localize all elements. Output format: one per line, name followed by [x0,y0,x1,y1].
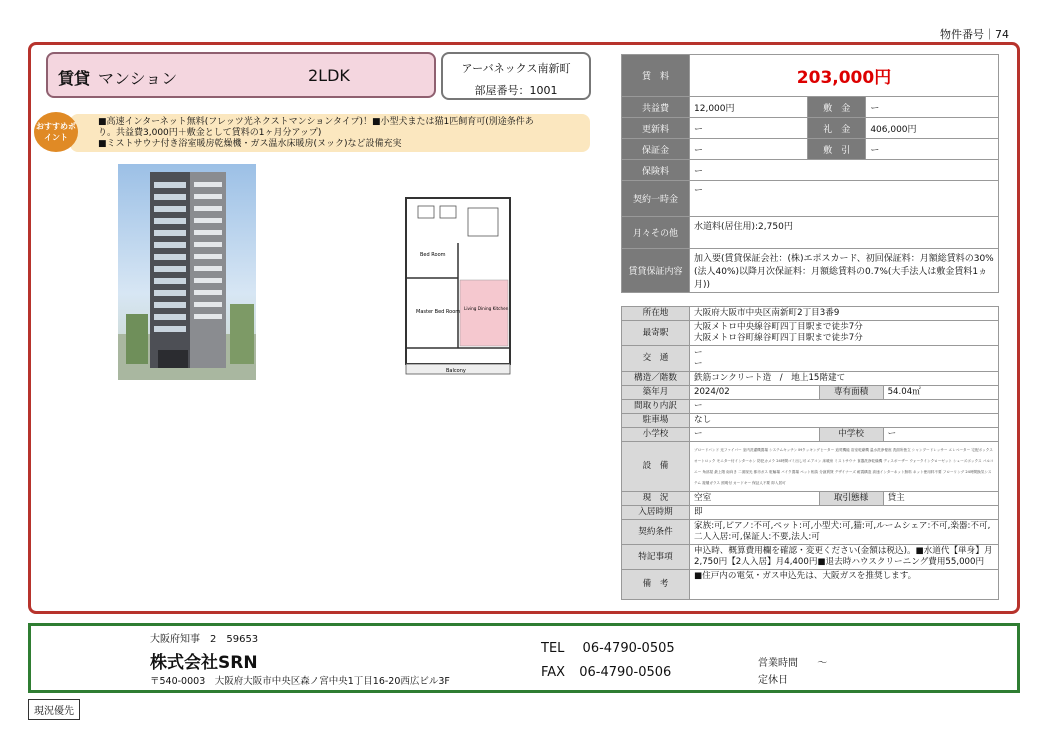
onetime-value: ー [690,181,999,217]
listing-type-box [46,52,436,98]
deduction-value: ー [866,139,999,160]
monthly-value: 水道料(居住用):2,750円 [690,217,999,249]
status-value: 空室 [690,492,820,506]
company-address: 〒540-0003 大阪府大阪市中央区森ノ宮中央1丁目16-20西広ビル3F [150,676,450,687]
fee-table [621,54,999,293]
tel-number: 06-4790-0505 [582,641,675,656]
status-header: 現 況 [622,492,690,506]
renewal-header: 更新料 [622,118,690,139]
insurance-header: 保険料 [622,160,690,181]
recommend-box [70,114,590,152]
status-priority-badge: 現況優先 [28,699,80,720]
guarantor-value: 加入要(賃貸保証会社：(株)エポスカード、初回保証料：月額総賃料の30%(法人40%)以降月次保証料：月額総賃料の0.7%(大手法人は敷金賃料1ヵ月)) [690,249,999,293]
deduction-header: 敷 引 [808,139,866,160]
layout-detail-value: ー [690,400,999,414]
conditions-header: 契約条件 [622,520,690,545]
elementary-header: 小学校 [622,428,690,442]
hours-label: 営業時間 [758,658,798,669]
area-value: 54.04㎡ [883,386,998,400]
elementary-value: ー [690,428,820,442]
transport-header: 交 通 [622,346,690,372]
deposit-value: ー [866,97,999,118]
listing-category: 賃貸 [58,69,91,88]
floor-plan [398,168,518,378]
area-header: 専有面積 [819,386,883,400]
ldk-label: Living Dining Kitchen [464,306,509,311]
junior-value: ー [883,428,998,442]
parking-header: 駐車場 [622,414,690,428]
key-money-header: 礼 金 [808,118,866,139]
movein-value: 即 [690,506,999,520]
insurance-value: ー [690,160,999,181]
tel-label: TEL [541,641,565,656]
hours-value: ～ [817,658,828,669]
building-name: アーバネックス南新町 [461,62,571,75]
common-fee-header: 共益費 [622,97,690,118]
parking-value: なし [690,414,999,428]
holiday-label: 定休日 [758,675,788,686]
listing-kind: マンション [98,69,178,88]
license-number: 大阪府知事 2 59653 [150,634,259,645]
station-value: 大阪メトロ中央線谷町四丁目駅まで徒歩7分 [694,322,863,332]
business-hours [758,654,827,669]
movein-header: 入居時期 [622,506,690,520]
renewal-value: ー [690,118,808,139]
rent-header: 賃 料 [622,55,690,97]
layout-detail-header: 間取り内訳 [622,400,690,414]
notes-value: 申込時、概算費用欄を確認・変更ください(金額は税込)。■水道代【単身】月2,750円【2人入居】月4,400円■退去時ハウスクリーニング費用55,000円 [690,545,999,570]
built-value: 2024/02 [690,386,820,400]
key-money-value: 406,000円 [866,118,999,139]
location-value: 大阪府大阪市中央区南新町2丁目3番9 [690,307,999,321]
guarantee-value: ー [690,139,808,160]
remarks-header: 備 考 [622,570,690,600]
station-value: 大阪メトロ谷町線谷町四丁目駅まで徒歩7分 [694,333,863,343]
property-number: 物件番号｜74 [940,28,1009,41]
fax-line [541,665,671,680]
balcony-label: Balcony [446,368,466,374]
recommend-line: ■高速インターネット無料(フレッツ光ネクストマンションタイプ)！■小型犬または猫1匹飼育可(別途条件あ [98,117,534,127]
detail-table [621,306,999,600]
recommend-badge: おすすめポイント [34,112,78,152]
bed-room-label: Bed Room [420,252,446,258]
equipment-header: 設 備 [622,442,690,492]
transport-value: ー [694,358,703,369]
remarks-value: ■住戸内の電気・ガス申込先は、大阪ガスを推奨します。 [690,570,999,600]
location-header: 所在地 [622,307,690,321]
common-fee-value: 12,000円 [690,97,808,118]
trade-value: 貸主 [883,492,998,506]
transport-value: ー [694,347,703,358]
trade-header: 取引態様 [819,492,883,506]
recommend-line: り。共益費3,000円＋敷金として賃料の1ヶ月分アップ) [98,128,322,138]
fax-label: FAX [541,665,566,680]
station-header: 最寄駅 [622,321,690,346]
notes-header: 特記事項 [622,545,690,570]
junior-header: 中学校 [819,428,883,442]
equipment-value: ブロードバンド 光ファイバー 室内洗濯機置場 システムキッチン IHクッキングヒーター 追焚機能 浴室乾燥機 温水洗浄便座 洗面所独立 シャンプードレッサー エレベーター 宅配ボックス オートロック モニター付インターホン 防犯カメラ 24時間ゴミ出し可 エアコン 床暖房 ミストサウナ 食器洗浄乾燥機 ディスポーザー ウォークインクローゼット シューズボックス バルコニー 角部屋 最上階 南向き 二面採光 都市ガス 駐輪場 バイク置場 ペット相談 分譲賃貸 デザイナーズ 耐震構造 高速インターネット無料 ネット使用料不要 フローリング 24時間換気システム 複層ガラス 照明付 カードキー 保証人不要 即入居可 [690,442,999,492]
built-header: 築年月 [622,386,690,400]
listing-layout: 2LDK [308,66,350,85]
rent-value: 203,000円 [690,55,999,97]
room-number: 部屋番号：1001 [474,84,558,97]
onetime-header: 契約一時金 [622,181,690,217]
master-bed-room-label: Master Bed Room [416,309,461,315]
tel-line [541,641,675,656]
structure-header: 構造／階数 [622,372,690,386]
monthly-header: 月々その他 [622,217,690,249]
building-photo [118,164,256,380]
structure-value: 鉄筋コンクリート造 / 地上15階建て [690,372,999,386]
guarantee-header: 保証金 [622,139,690,160]
deposit-header: 敷 金 [808,97,866,118]
fax-number: 06-4790-0506 [579,665,672,680]
conditions-value: 家族:可,ピアノ:不可,ペット:可,小型犬:可,猫:可,ルームシェア:不可,楽器:不可,二人入居:可,保証人:不要,法人:可 [690,520,999,545]
guarantor-header: 賃貸保証内容 [622,249,690,293]
company-name: 株式会社SRN [150,653,258,673]
building-box [441,52,591,100]
recommend-line: ■ミストサウナ付き浴室暖房乾燥機・ガス温水床暖房(ヌック)など設備充実 [98,139,402,149]
